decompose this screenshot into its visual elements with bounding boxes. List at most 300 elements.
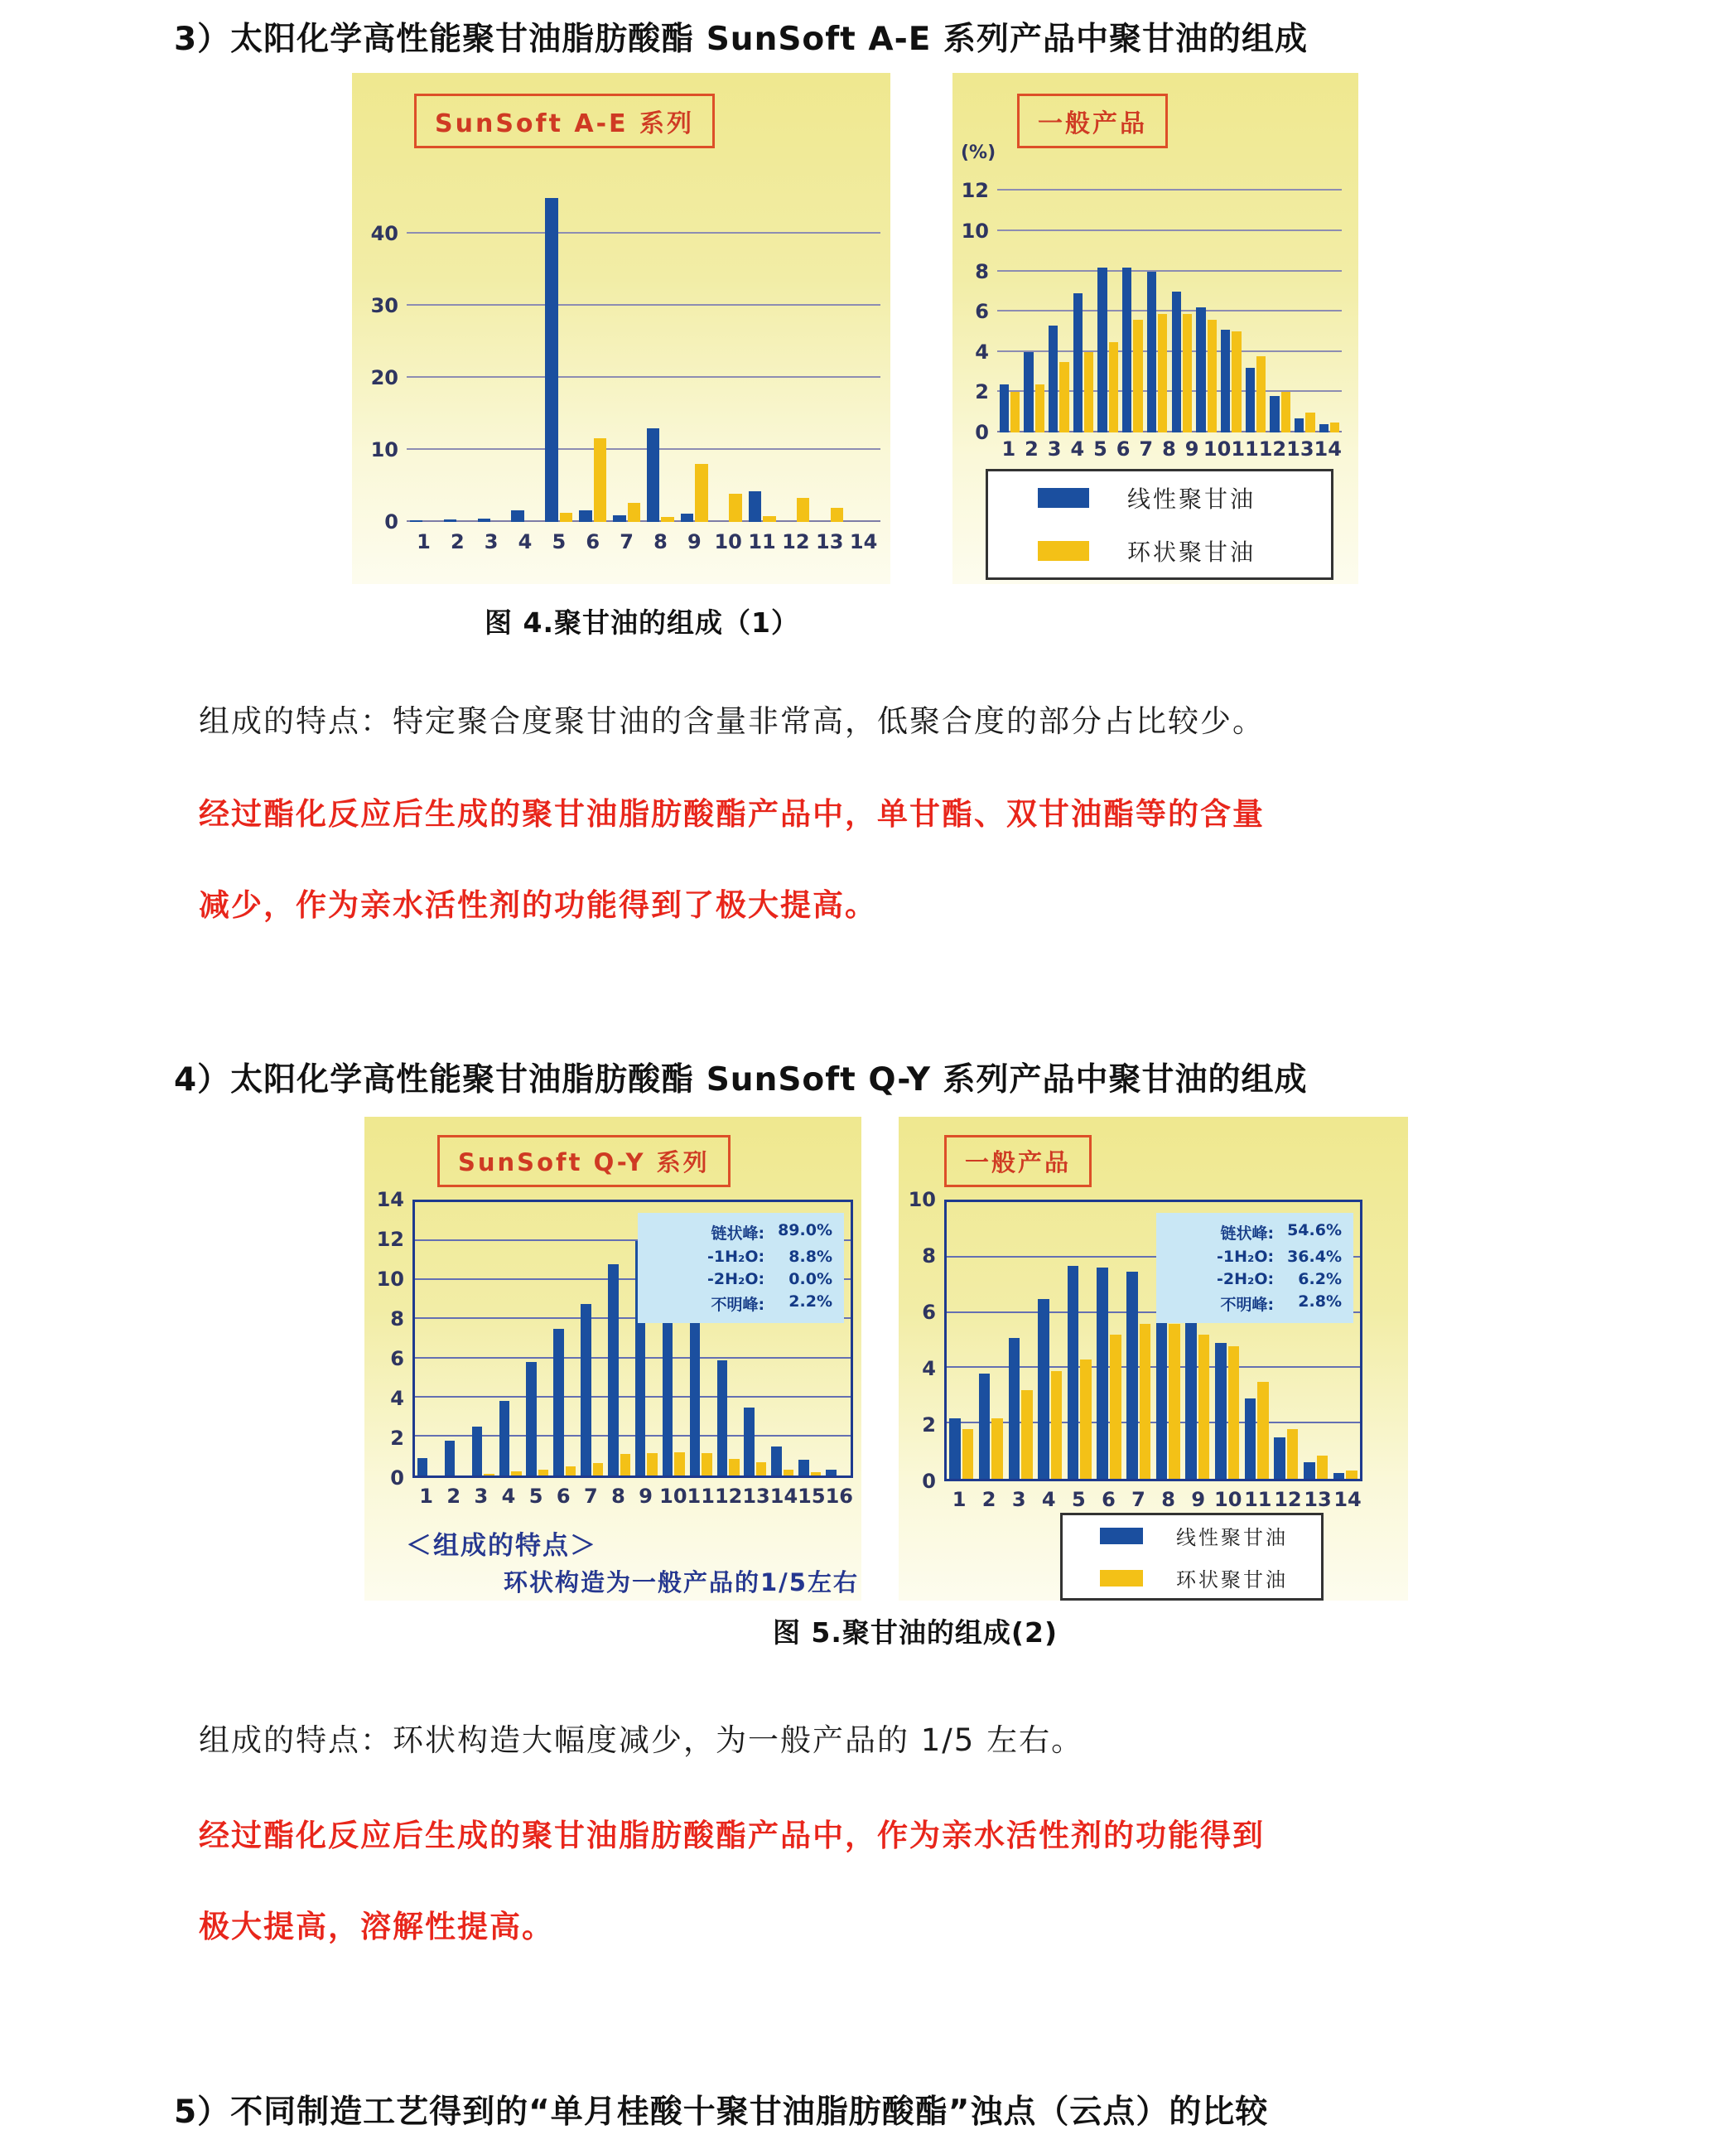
bar-cyclic xyxy=(511,1471,521,1475)
bar-cyclic xyxy=(991,1418,1003,1479)
x-axis-tick-label: 3 xyxy=(474,1485,489,1508)
bar-cyclic xyxy=(566,1466,576,1475)
y-axis-tick-label: 10 xyxy=(376,1268,404,1291)
bar-cyclic xyxy=(797,498,810,522)
fig4-legend-box xyxy=(986,469,1333,580)
bar-linear xyxy=(1097,1268,1108,1480)
legend-swatch-linear xyxy=(1038,488,1089,508)
x-axis-tick-label: 9 xyxy=(1184,437,1199,461)
fig5-panel-sunsoft-qy xyxy=(364,1117,861,1601)
x-axis-tick-label: 2 xyxy=(446,1485,461,1508)
bar-group xyxy=(524,1202,552,1475)
y-axis-unit-label: (%) xyxy=(961,142,996,163)
x-axis-tick-label: 4 xyxy=(1070,437,1085,461)
plot-area xyxy=(997,171,1342,432)
x-axis-tick-label: 5 xyxy=(552,530,567,553)
stats-value: 54.6% xyxy=(1287,1221,1342,1240)
bar-linear xyxy=(1024,352,1033,432)
x-axis-tick-label: 12 xyxy=(1258,437,1287,461)
x-axis-tick-label: 3 xyxy=(1011,1488,1026,1511)
bar-linear xyxy=(1333,1473,1345,1479)
bar-cyclic xyxy=(1317,1456,1329,1479)
bar-chart-fig4-general xyxy=(956,171,1342,444)
bar-linear xyxy=(1156,1297,1168,1479)
stats-label: 链状峰: xyxy=(1220,1224,1275,1244)
y-axis-tick-label: 14 xyxy=(376,1188,404,1211)
bar-cyclic xyxy=(1133,320,1142,432)
y-axis-tick-label: 10 xyxy=(370,438,398,462)
x-axis-tick-label: 8 xyxy=(1162,437,1176,461)
section3-heading: 3）太阳化学高性能聚甘油脂肪酸酯 SunSoft A-E 系列产品中聚甘油的组成 xyxy=(174,21,1308,58)
bar-linear xyxy=(1304,1462,1315,1479)
y-axis xyxy=(357,191,407,534)
legend-row-cyclic xyxy=(988,534,1331,567)
bar-linear xyxy=(1097,268,1107,432)
legend-row-cyclic xyxy=(1063,1563,1321,1592)
stats-value: 2.8% xyxy=(1298,1292,1342,1311)
y-axis xyxy=(364,1188,412,1490)
stats-value: 6.2% xyxy=(1298,1270,1342,1289)
bar-linear xyxy=(1319,424,1329,432)
bar-linear xyxy=(581,1304,591,1475)
y-axis-tick-label: 40 xyxy=(370,222,398,246)
bar-group xyxy=(470,1202,497,1475)
x-axis-tick-label: 12 xyxy=(782,530,810,553)
bar-cyclic xyxy=(729,1459,739,1475)
x-axis-tick-label: 10 xyxy=(1214,1488,1242,1511)
bar-cyclic xyxy=(1281,392,1290,432)
x-axis-tick-label: 7 xyxy=(1131,1488,1145,1511)
fig4-panel-general xyxy=(952,73,1358,584)
stats-label: 不明峰: xyxy=(711,1296,765,1315)
bar-cyclic xyxy=(1084,352,1093,432)
bar-groups xyxy=(997,171,1342,432)
x-axis-tick-label: 1 xyxy=(417,530,431,553)
x-axis-tick-label: 14 xyxy=(1314,437,1342,461)
bar-group xyxy=(551,1202,578,1475)
legend-label-cyclic: 环状聚甘油 xyxy=(1127,538,1256,566)
bar-cyclic xyxy=(1198,1335,1210,1479)
x-axis-tick-label: 12 xyxy=(1274,1488,1302,1511)
bar-group xyxy=(509,191,542,522)
bar-cyclic xyxy=(620,1454,630,1475)
plot-area xyxy=(407,191,880,522)
x-axis-tick-label: 10 xyxy=(659,1485,687,1508)
y-axis xyxy=(956,171,997,444)
bar-cyclic xyxy=(647,1453,657,1475)
bar-group xyxy=(1268,171,1293,432)
x-axis-tick-label: 2 xyxy=(981,1488,996,1511)
bar-cyclic xyxy=(661,517,674,522)
y-axis-tick-label: 6 xyxy=(390,1347,404,1370)
y-axis-tick-label: 12 xyxy=(376,1228,404,1251)
bar-group xyxy=(578,1202,605,1475)
stats-value: 36.4% xyxy=(1287,1248,1342,1267)
y-axis-tick-label: 0 xyxy=(384,510,398,534)
x-axis-tick-label: 4 xyxy=(501,1485,516,1508)
bar-linear xyxy=(445,1441,455,1475)
x-axis-tick-label: 11 xyxy=(748,530,776,553)
bar-cyclic xyxy=(962,1429,974,1479)
legend-row-linear xyxy=(988,481,1331,514)
stats-label: 链状峰: xyxy=(711,1224,765,1244)
bar-cyclic xyxy=(1010,392,1020,432)
y-axis-tick-label: 0 xyxy=(390,1466,404,1490)
bar-linear xyxy=(1221,330,1230,432)
bar-chart-fig5-sunsoft-qy xyxy=(364,1188,853,1490)
bar-linear xyxy=(690,1306,700,1475)
bar-cyclic xyxy=(1330,423,1339,432)
bar-group xyxy=(1194,171,1219,432)
bar-linear xyxy=(1295,418,1304,432)
stats-value: 89.0% xyxy=(778,1221,832,1240)
x-axis-tick-label: 7 xyxy=(583,1485,598,1508)
bar-group xyxy=(1145,171,1169,432)
bar-group xyxy=(415,1202,442,1475)
bar-group xyxy=(947,1202,976,1479)
bar-cyclic xyxy=(729,494,742,522)
bar-cyclic xyxy=(695,464,708,522)
bar-linear xyxy=(826,1470,836,1475)
y-axis-tick-label: 8 xyxy=(922,1244,936,1268)
bar-group xyxy=(644,191,678,522)
x-axis-tick-label: 11 xyxy=(687,1485,715,1508)
bar-cyclic xyxy=(1256,356,1266,432)
para2-black: 组成的特点：环状构造大幅度减少，为一般产品的 1/5 左右。 xyxy=(199,1722,1084,1758)
x-axis-tick-label: 13 xyxy=(1286,437,1314,461)
y-axis-tick-label: 0 xyxy=(975,421,989,444)
bar-cyclic xyxy=(831,508,844,522)
x-axis xyxy=(997,437,1342,467)
bar-linear xyxy=(444,519,457,522)
x-axis-tick-label: 16 xyxy=(825,1485,853,1508)
bar-group xyxy=(1065,1202,1095,1479)
para2-red-line2: 极大提高，溶解性提高。 xyxy=(199,1909,554,1944)
bar-group xyxy=(1243,171,1268,432)
bar-cyclic xyxy=(674,1452,684,1475)
y-axis-tick-label: 4 xyxy=(975,340,989,364)
bar-linear xyxy=(1073,293,1083,432)
fig4-right-title-box: 一般产品 xyxy=(1017,94,1168,148)
x-axis-tick-label: 6 xyxy=(1116,437,1131,461)
section5-heading: 5）不同制造工艺得到的“单月桂酸十聚甘油脂肪酸酯”浊点（云点）的比较 xyxy=(174,2094,1269,2131)
bar-linear xyxy=(647,428,660,522)
x-axis-tick-label: 9 xyxy=(687,530,702,553)
para1-red-line1: 经过酯化反应后生成的聚甘油脂肪酸酯产品中，单甘酯、双甘油酯等的含量 xyxy=(199,796,1265,832)
fig5-caption: 图 5.聚甘油的组成(2) xyxy=(772,1616,1058,1649)
x-axis-tick-label: 9 xyxy=(1191,1488,1206,1511)
legend-label-linear: 线性聚甘油 xyxy=(1176,1526,1288,1549)
legend-label-cyclic: 环状聚甘油 xyxy=(1176,1568,1288,1591)
bar-linear xyxy=(1215,1343,1227,1479)
x-axis xyxy=(407,530,880,563)
bar-cyclic xyxy=(784,1470,793,1475)
x-axis-tick-label: 6 xyxy=(1102,1488,1116,1511)
x-axis-tick-label: 5 xyxy=(1093,437,1107,461)
bar-cyclic xyxy=(756,1462,766,1476)
legend-swatch-linear xyxy=(1100,1528,1143,1544)
bar-group xyxy=(1071,171,1096,432)
x-axis-tick-label: 2 xyxy=(1025,437,1039,461)
bar-group xyxy=(1293,171,1318,432)
bar-group xyxy=(846,191,880,522)
bar-cyclic xyxy=(1158,314,1167,432)
bar-linear xyxy=(478,519,491,522)
section4-heading: 4）太阳化学高性能聚甘油脂肪酸酯 SunSoft Q-Y 系列产品中聚甘油的组成 xyxy=(174,1061,1308,1099)
x-axis-tick-label: 5 xyxy=(1072,1488,1086,1511)
bar-cyclic xyxy=(628,503,641,522)
bar-cyclic xyxy=(811,1472,821,1475)
legend-row-linear xyxy=(1063,1521,1321,1550)
bar-linear xyxy=(1122,268,1131,432)
legend-swatch-cyclic xyxy=(1038,541,1089,561)
para1-black: 组成的特点：特定聚合度聚甘油的含量非常高，低聚合度的部分占比较少。 xyxy=(199,703,1265,739)
bar-group xyxy=(779,191,813,522)
x-axis-tick-label: 5 xyxy=(528,1485,543,1508)
para1-red-line2: 减少，作为亲水活性剂的功能得到了极大提高。 xyxy=(199,887,877,923)
bar-group xyxy=(1005,1202,1035,1479)
x-axis-tick-label: 11 xyxy=(1244,1488,1272,1511)
fig5-left-title-box: SunSoft Q-Y 系列 xyxy=(437,1135,731,1187)
x-axis-tick-label: 11 xyxy=(1231,437,1259,461)
fig4-left-title-box: SunSoft A-E 系列 xyxy=(414,94,715,148)
y-axis-tick-label: 2 xyxy=(922,1413,936,1437)
fig5-note-title: ＜组成的特点＞ xyxy=(406,1531,597,1561)
x-axis-tick-label: 14 xyxy=(769,1485,798,1508)
stats-box xyxy=(638,1213,844,1323)
x-axis-tick-label: 3 xyxy=(484,530,499,553)
bar-linear xyxy=(1274,1437,1285,1479)
x-axis-tick-label: 6 xyxy=(556,1485,571,1508)
x-axis-tick-label: 6 xyxy=(586,530,600,553)
x-axis-tick-label: 8 xyxy=(1161,1488,1175,1511)
bar-cyclic xyxy=(1021,1390,1033,1479)
bar-linear xyxy=(526,1362,536,1475)
bar-cyclic xyxy=(1035,384,1044,432)
bar-group xyxy=(497,1202,524,1475)
bar-linear xyxy=(681,514,694,522)
bar-linear xyxy=(1147,272,1156,432)
y-axis-tick-label: 10 xyxy=(961,219,989,243)
x-axis-tick-label: 1 xyxy=(1001,437,1016,461)
fig5-note-text: 环状构造为一般产品的1/5左右 xyxy=(504,1568,859,1596)
plot-area xyxy=(944,1200,1362,1481)
y-axis-tick-label: 0 xyxy=(922,1470,936,1493)
bar-group xyxy=(997,171,1022,432)
x-axis xyxy=(412,1485,853,1514)
x-axis-tick-label: 13 xyxy=(742,1485,770,1508)
bar-linear xyxy=(1009,1338,1020,1479)
bar-linear xyxy=(553,1329,563,1475)
bar-group xyxy=(1218,171,1243,432)
bar-cyclic xyxy=(1228,1346,1240,1479)
fig4-caption: 图 4.聚甘油的组成（1） xyxy=(485,606,799,639)
x-axis-tick-label: 12 xyxy=(714,1485,743,1508)
bar-linear xyxy=(1068,1266,1079,1479)
bar-group xyxy=(1124,1202,1154,1479)
y-axis-tick-label: 30 xyxy=(370,294,398,318)
bar-chart-fig5-general xyxy=(899,1188,1362,1493)
x-axis-tick-label: 13 xyxy=(816,530,844,553)
bar-linear xyxy=(472,1427,482,1475)
y-axis-tick-label: 8 xyxy=(975,259,989,283)
bar-linear xyxy=(749,491,762,522)
bar-cyclic xyxy=(1305,413,1314,432)
bar-group xyxy=(407,191,441,522)
fig5-panel-general xyxy=(899,1117,1408,1601)
stats-label: -2H₂O: xyxy=(706,1270,765,1289)
bar-cyclic xyxy=(1257,1382,1269,1479)
stats-label: -2H₂O: xyxy=(1216,1270,1275,1289)
bar-linear xyxy=(1172,292,1181,432)
bar-group xyxy=(442,1202,470,1475)
bar-group xyxy=(475,191,509,522)
x-axis-tick-label: 13 xyxy=(1304,1488,1332,1511)
bar-group xyxy=(441,191,475,522)
bar-linear xyxy=(417,1458,427,1475)
bar-group xyxy=(745,191,779,522)
bar-linear xyxy=(798,1460,808,1475)
bar-group xyxy=(1094,1202,1124,1479)
bar-linear xyxy=(1196,307,1205,432)
bar-group xyxy=(610,191,644,522)
fig4-panel-sunsoft-ae xyxy=(352,73,890,584)
bar-linear xyxy=(717,1360,727,1475)
bar-cyclic xyxy=(1110,1335,1121,1479)
bar-linear xyxy=(1000,384,1009,432)
bar-cyclic xyxy=(1051,1371,1063,1479)
x-axis-tick-label: 10 xyxy=(1203,437,1232,461)
plot-area xyxy=(412,1200,853,1478)
fig5-legend-box xyxy=(1060,1513,1324,1601)
legend-label-linear: 线性聚甘油 xyxy=(1127,485,1256,513)
x-axis-tick-label: 8 xyxy=(653,530,668,553)
bar-cyclic xyxy=(1232,331,1241,432)
bar-group xyxy=(1121,171,1145,432)
stats-label: -1H₂O: xyxy=(1216,1248,1275,1267)
y-axis-tick-label: 12 xyxy=(961,179,989,203)
x-axis-tick-label: 4 xyxy=(518,530,533,553)
bar-cyclic xyxy=(1183,314,1192,432)
x-axis-tick-label: 14 xyxy=(1333,1488,1362,1511)
bar-chart-fig4-sunsoft-ae xyxy=(357,191,880,534)
bar-linear xyxy=(1270,396,1279,432)
x-axis-tick-label: 1 xyxy=(419,1485,433,1508)
bar-group xyxy=(1035,1202,1065,1479)
bar-group xyxy=(711,191,745,522)
bar-cyclic xyxy=(1140,1324,1151,1479)
y-axis-tick-label: 4 xyxy=(922,1357,936,1380)
stats-box xyxy=(1156,1213,1353,1323)
bar-linear xyxy=(1126,1272,1138,1480)
y-axis-tick-label: 6 xyxy=(975,300,989,324)
y-axis xyxy=(899,1188,944,1493)
bar-linear xyxy=(545,198,558,522)
bar-linear xyxy=(410,520,423,522)
bar-cyclic xyxy=(1346,1471,1357,1479)
bar-group xyxy=(976,1202,1006,1479)
bar-linear xyxy=(771,1446,781,1475)
y-axis-tick-label: 6 xyxy=(922,1301,936,1324)
stats-value: 0.0% xyxy=(788,1270,832,1289)
y-axis-tick-label: 8 xyxy=(390,1307,404,1331)
para2-red-line1: 经过酯化反应后生成的聚甘油脂肪酸酯产品中，作为亲水活性剂的功能得到 xyxy=(199,1818,1265,1853)
bar-group xyxy=(542,191,576,522)
bar-cyclic xyxy=(593,1463,603,1475)
bar-linear xyxy=(1049,326,1058,432)
stats-label: -1H₂O: xyxy=(706,1248,765,1267)
x-axis-tick-label: 7 xyxy=(1139,437,1154,461)
bar-group xyxy=(605,1202,633,1475)
bar-group xyxy=(1317,171,1342,432)
bar-cyclic xyxy=(1059,362,1068,432)
y-axis-tick-label: 4 xyxy=(390,1387,404,1410)
stats-value: 8.8% xyxy=(788,1248,832,1267)
bar-linear xyxy=(608,1264,618,1475)
bar-cyclic xyxy=(1287,1429,1299,1479)
x-axis-tick-label: 4 xyxy=(1041,1488,1056,1511)
bar-linear xyxy=(499,1401,509,1475)
bar-cyclic xyxy=(763,516,776,522)
bar-linear xyxy=(949,1418,961,1479)
bar-linear xyxy=(511,510,524,522)
legend-swatch-cyclic xyxy=(1100,1570,1143,1587)
bar-linear xyxy=(1038,1299,1049,1479)
x-axis-tick-label: 14 xyxy=(849,530,878,553)
y-axis-tick-label: 10 xyxy=(908,1188,936,1211)
x-axis-tick-label: 10 xyxy=(714,530,742,553)
bar-cyclic xyxy=(538,1470,548,1475)
y-axis-tick-label: 20 xyxy=(370,366,398,390)
x-axis-tick-label: 9 xyxy=(639,1485,653,1508)
bar-group xyxy=(576,191,610,522)
bar-group xyxy=(1046,171,1071,432)
bar-linear xyxy=(979,1374,991,1479)
bar-linear xyxy=(613,515,626,522)
bar-linear xyxy=(1246,368,1255,432)
y-axis-tick-label: 2 xyxy=(390,1427,404,1450)
bar-group xyxy=(1096,171,1121,432)
bar-linear xyxy=(579,510,592,522)
bar-cyclic xyxy=(594,438,607,522)
bar-group xyxy=(1022,171,1047,432)
bar-groups xyxy=(407,191,880,522)
bar-cyclic xyxy=(1208,320,1217,432)
y-axis-tick-label: 2 xyxy=(975,380,989,404)
bar-linear xyxy=(744,1408,754,1476)
bar-group xyxy=(678,191,711,522)
bar-cyclic xyxy=(1109,342,1118,432)
bar-cyclic xyxy=(702,1453,711,1475)
x-axis-tick-label: 15 xyxy=(798,1485,826,1508)
stats-value: 2.2% xyxy=(788,1292,832,1311)
x-axis-tick-label: 2 xyxy=(450,530,465,553)
bar-cyclic xyxy=(1169,1324,1180,1479)
bar-group xyxy=(813,191,846,522)
x-axis-tick-label: 1 xyxy=(952,1488,967,1511)
bar-linear xyxy=(1185,1316,1197,1479)
x-axis-tick-label: 7 xyxy=(620,530,634,553)
bar-linear xyxy=(1245,1398,1256,1479)
bar-group xyxy=(1169,171,1194,432)
stats-label: 不明峰: xyxy=(1220,1296,1275,1315)
x-axis-tick-label: 8 xyxy=(611,1485,625,1508)
x-axis-tick-label: 3 xyxy=(1047,437,1062,461)
fig5-right-title-box: 一般产品 xyxy=(944,1135,1092,1187)
bar-cyclic xyxy=(560,513,573,522)
bar-cyclic xyxy=(484,1474,494,1475)
bar-cyclic xyxy=(1080,1360,1092,1479)
